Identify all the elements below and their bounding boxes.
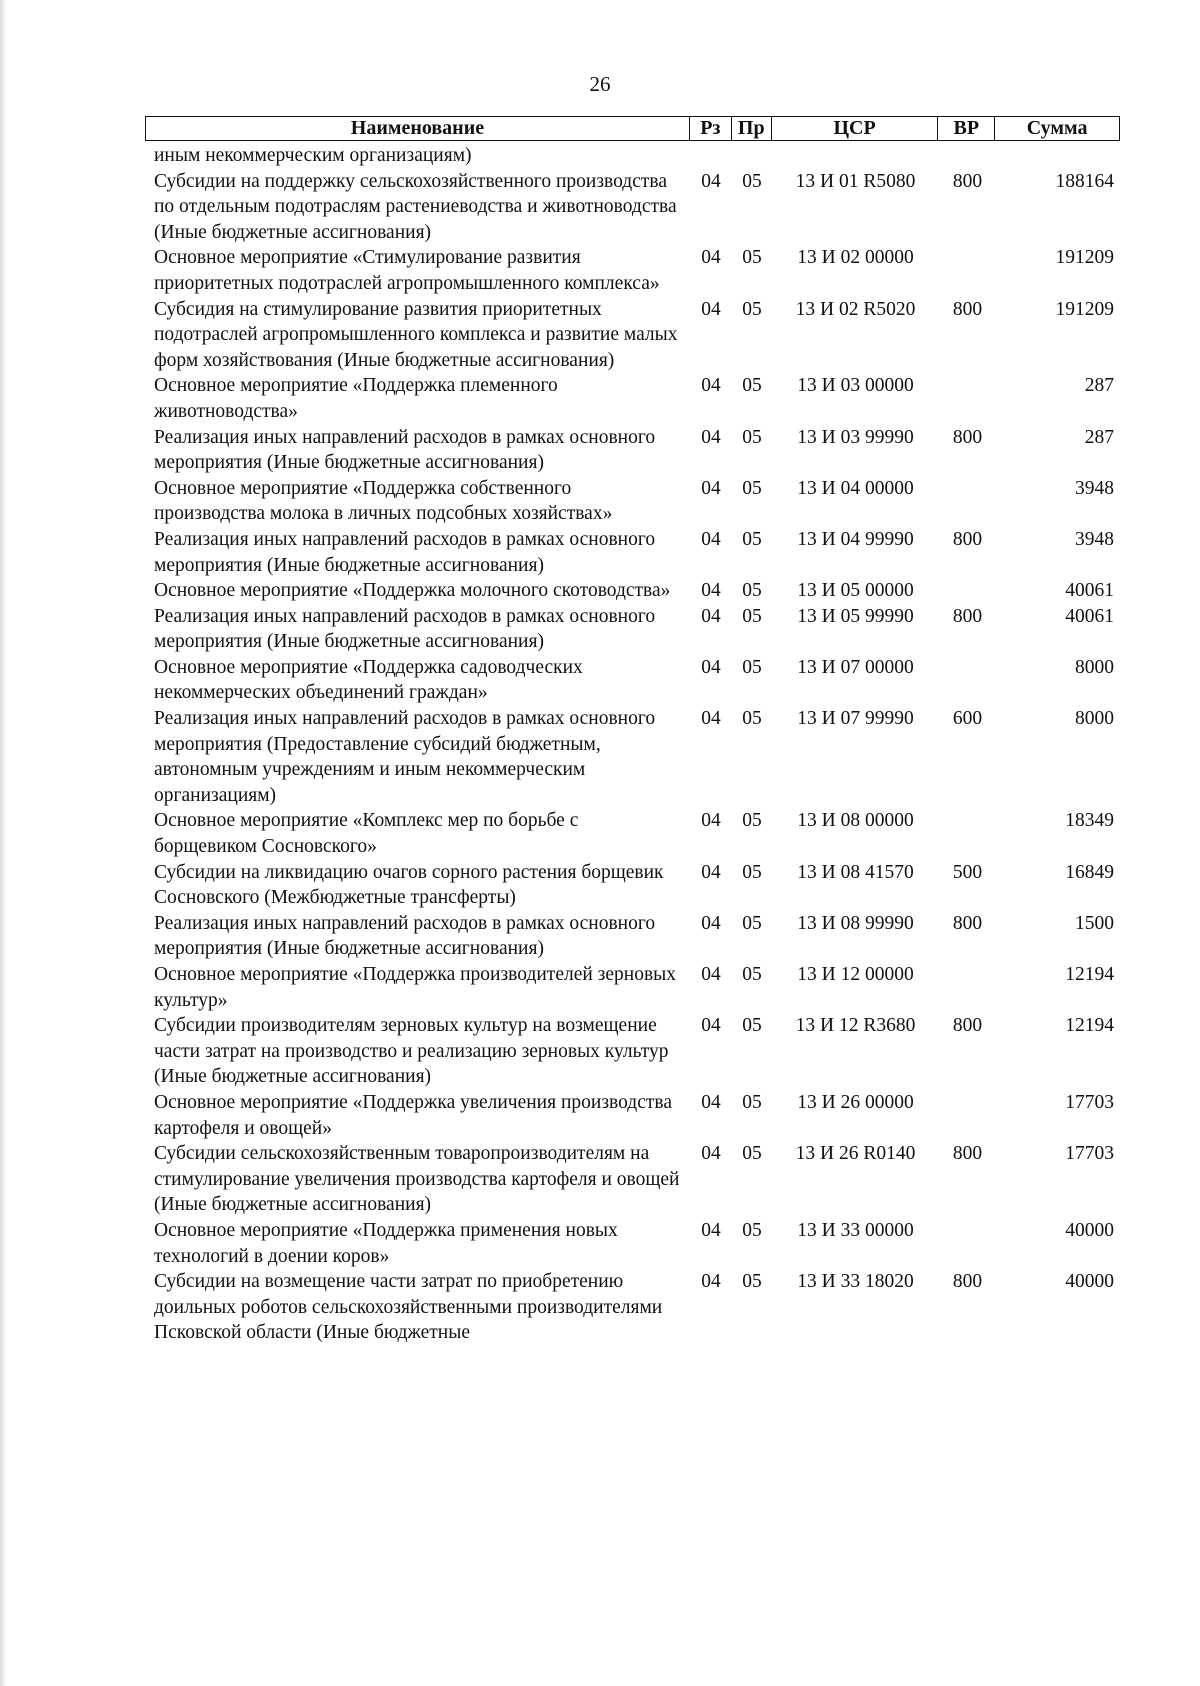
cell-rz: 04 (701, 656, 721, 678)
cell-rz: 04 (701, 912, 721, 934)
cell-name: Основное мероприятие «Поддержка производителей зерновых культур» (154, 964, 677, 1011)
cell-sum: 40061 (1065, 605, 1114, 627)
table-row (154, 143, 1120, 169)
table-row (154, 1090, 1120, 1141)
table-row (154, 245, 1120, 296)
cell-rz: 04 (701, 708, 721, 730)
cell-vr (939, 476, 996, 527)
cell-csr: 13 И 01 R5080 (795, 170, 916, 192)
table-body (154, 143, 1120, 1346)
cell-csr: 13 И 04 00000 (797, 477, 914, 499)
cell-pr: 05 (742, 1219, 762, 1241)
cell-sum: 12194 (1065, 964, 1114, 985)
cell-sum: 287 (1084, 426, 1114, 448)
cell-rz: 04 (701, 477, 721, 499)
cell-csr: 13 И 03 99990 (797, 426, 914, 448)
cell-csr: 13 И 02 00000 (797, 247, 914, 269)
cell-name: Основное мероприятие «Поддержка применения новых технологий в доении коров» (154, 1219, 618, 1267)
cell-name: Субсидии производителям зерновых культур на возмещение части затрат на производство и реализацию зерновых культур (Иные бюджетные ассигнования) (154, 1015, 669, 1088)
cell-rz: 04 (701, 247, 721, 269)
table-header (145, 116, 1120, 141)
cell-name: Субсидия на стимулирование развития приоритетных подотраслей агропромышленного комплекса и развитие малых форм хозяйствования (Иные бюджетные ассигнования) (154, 298, 678, 371)
cell-name: Реализация иных направлений расходов в рамках основного мероприятия (Иные бюджетные ассигнования) (154, 528, 656, 576)
cell-csr: 13 И 04 99990 (797, 528, 914, 550)
header-sum: Сумма (1026, 117, 1088, 139)
table-row (154, 911, 1120, 962)
cell-name: Основное мероприятие «Поддержка садоводческих некоммерческих объединений граждан» (154, 656, 583, 704)
cell-pr: 05 (742, 426, 762, 448)
header-name: Наименование (146, 117, 690, 140)
cell-pr: 05 (742, 912, 762, 934)
cell-pr: 05 (742, 528, 762, 550)
cell-pr (732, 143, 772, 169)
cell-vr (939, 962, 996, 1013)
cell-rz: 04 (701, 964, 721, 985)
cell-vr (939, 245, 996, 296)
cell-csr: 13 И 07 99990 (797, 708, 914, 730)
cell-pr: 05 (742, 170, 762, 192)
cell-pr: 05 (742, 656, 762, 678)
cell-sum: 3948 (1075, 528, 1114, 550)
cell-sum: 17703 (1065, 1143, 1114, 1165)
table-row (154, 169, 1120, 246)
table-row (154, 297, 1120, 374)
cell-vr (939, 1218, 996, 1269)
table-row (154, 962, 1120, 1013)
table-row (154, 1218, 1120, 1269)
cell-pr: 05 (742, 1091, 762, 1113)
cell-vr: 800 (952, 170, 983, 192)
cell-vr: 800 (952, 1015, 983, 1037)
cell-rz: 04 (701, 1143, 721, 1165)
cell-vr: 800 (952, 605, 983, 627)
cell-vr (939, 1090, 996, 1141)
cell-sum: 17703 (1065, 1091, 1114, 1113)
cell-sum: 3948 (1075, 477, 1114, 499)
cell-name: иным некоммерческим организациям) (154, 145, 472, 166)
cell-rz: 04 (701, 1015, 721, 1037)
header-rz: Рз (690, 117, 732, 140)
cell-csr (772, 143, 939, 169)
table-row (154, 1141, 1120, 1218)
cell-pr: 05 (742, 298, 762, 320)
cell-csr: 13 И 08 41570 (797, 861, 914, 883)
cell-sum: 1500 (1075, 912, 1114, 934)
cell-rz: 04 (701, 1091, 721, 1113)
cell-name: Реализация иных направлений расходов в рамках основного мероприятия (Иные бюджетные ассигнования) (154, 426, 656, 474)
cell-rz: 04 (701, 298, 721, 320)
cell-rz: 04 (701, 1219, 721, 1241)
cell-rz (690, 143, 732, 169)
header-vr: ВР (938, 117, 995, 140)
cell-csr: 13 И 12 00000 (797, 964, 914, 985)
cell-name: Субсидии на возмещение части затрат по приобретению доильных роботов сельскохозяйственными производителями Псковской области (Иные бюджетные (154, 1271, 663, 1344)
cell-pr: 05 (742, 247, 762, 269)
table-row (154, 706, 1120, 808)
cell-vr: 800 (952, 528, 983, 550)
cell-name: Основное мероприятие «Поддержка увеличения производства картофеля и овощей» (154, 1091, 672, 1139)
table-row (154, 373, 1120, 424)
cell-rz: 04 (701, 528, 721, 550)
cell-sum: 287 (1084, 375, 1114, 397)
cell-csr: 13 И 05 99990 (797, 605, 914, 627)
table-row (154, 578, 1120, 604)
cell-name: Основное мероприятие «Поддержка собственного производства молока в личных подсобных хозяйствах» (154, 477, 613, 525)
cell-name: Субсидии сельскохозяйственным товаропроизводителям на стимулирование увеличения производства картофеля и овощей (Иные бюджетные ассигнования) (154, 1143, 680, 1216)
header-pr: Пр (732, 117, 772, 140)
cell-name: Субсидии на ликвидацию очагов сорного растения борщевик Сосновского (Межбюджетные трансферты) (154, 861, 664, 909)
cell-rz: 04 (701, 605, 721, 627)
cell-csr: 13 И 05 00000 (797, 580, 914, 602)
cell-vr: 800 (952, 298, 983, 320)
cell-name: Реализация иных направлений расходов в рамках основного мероприятия (Иные бюджетные ассигнования) (154, 605, 656, 653)
cell-vr: 800 (952, 426, 983, 448)
cell-pr: 05 (742, 1143, 762, 1165)
cell-name: Основное мероприятие «Комплекс мер по борьбе с борщевиком Сосновского» (154, 810, 579, 858)
cell-name: Реализация иных направлений расходов в рамках основного мероприятия (Предоставление субсидий бюджетным, автономным учреждениям и иным некоммерческим организациям) (154, 708, 656, 806)
table-row (154, 808, 1120, 859)
cell-vr (939, 808, 996, 859)
cell-vr: 800 (952, 1143, 983, 1165)
table-row (154, 604, 1120, 655)
table-row (154, 1269, 1120, 1346)
cell-pr: 05 (742, 1015, 762, 1037)
cell-vr (939, 143, 996, 169)
header-csr: ЦСР (772, 117, 939, 140)
cell-vr (939, 373, 996, 424)
cell-csr: 13 И 33 00000 (797, 1219, 914, 1241)
cell-vr: 500 (952, 861, 983, 883)
cell-csr: 13 И 07 00000 (797, 656, 914, 678)
scan-edge (0, 0, 7, 1686)
cell-name: Субсидии на поддержку сельскохозяйственного производства по отдельным подотраслям растениеводства и животноводства (Иные бюджетные ассигнования) (154, 170, 677, 243)
cell-rz: 04 (701, 426, 721, 448)
cell-pr: 05 (742, 1271, 762, 1293)
cell-sum: 40061 (1065, 580, 1114, 602)
cell-pr: 05 (742, 375, 762, 397)
cell-rz: 04 (701, 580, 721, 602)
cell-sum: 40000 (1065, 1271, 1114, 1293)
cell-sum: 191209 (1055, 298, 1114, 320)
cell-pr: 05 (742, 477, 762, 499)
table-row (154, 655, 1120, 706)
cell-rz: 04 (701, 170, 721, 192)
cell-csr: 13 И 12 R3680 (795, 1015, 916, 1037)
cell-pr: 05 (742, 964, 762, 985)
cell-vr: 600 (952, 708, 983, 730)
cell-csr: 13 И 02 R5020 (795, 298, 916, 320)
cell-name: Основное мероприятие «Поддержка племенного животноводства» (154, 375, 558, 422)
cell-rz: 04 (701, 1271, 721, 1293)
cell-csr: 13 И 08 00000 (797, 810, 914, 832)
cell-csr: 13 И 33 18020 (797, 1271, 914, 1293)
cell-pr: 05 (742, 605, 762, 627)
cell-rz: 04 (701, 375, 721, 397)
cell-sum: 18349 (1065, 810, 1114, 832)
cell-pr: 05 (742, 810, 762, 832)
page-number: 26 (589, 72, 611, 96)
cell-name: Основное мероприятие «Поддержка молочного скотоводства» (154, 580, 671, 602)
cell-csr: 13 И 26 00000 (797, 1091, 914, 1113)
cell-sum: 8000 (1075, 708, 1114, 730)
table-row (154, 425, 1120, 476)
cell-sum (996, 143, 1120, 169)
cell-sum: 40000 (1065, 1219, 1114, 1241)
cell-sum: 8000 (1075, 656, 1114, 678)
cell-pr: 05 (742, 708, 762, 730)
table-row (154, 476, 1120, 527)
cell-sum: 16849 (1065, 861, 1114, 883)
cell-pr: 05 (742, 861, 762, 883)
table-row (154, 527, 1120, 578)
cell-sum: 188164 (1055, 170, 1114, 192)
table-row (154, 1013, 1120, 1090)
cell-csr: 13 И 08 99990 (797, 912, 914, 934)
cell-rz: 04 (701, 861, 721, 883)
cell-name: Реализация иных направлений расходов в рамках основного мероприятия (Иные бюджетные ассигнования) (154, 912, 656, 960)
cell-vr (939, 578, 996, 604)
cell-sum: 191209 (1055, 247, 1114, 269)
cell-vr: 800 (952, 912, 983, 934)
cell-vr: 800 (952, 1271, 983, 1293)
table-row (154, 860, 1120, 911)
cell-vr (939, 655, 996, 706)
cell-rz: 04 (701, 810, 721, 832)
cell-name: Основное мероприятие «Стимулирование развития приоритетных подотраслей агропромышленного комплекса» (154, 247, 660, 294)
cell-csr: 13 И 03 00000 (797, 375, 914, 397)
cell-csr: 13 И 26 R0140 (795, 1143, 916, 1165)
cell-sum: 12194 (1065, 1015, 1114, 1037)
cell-pr: 05 (742, 580, 762, 602)
